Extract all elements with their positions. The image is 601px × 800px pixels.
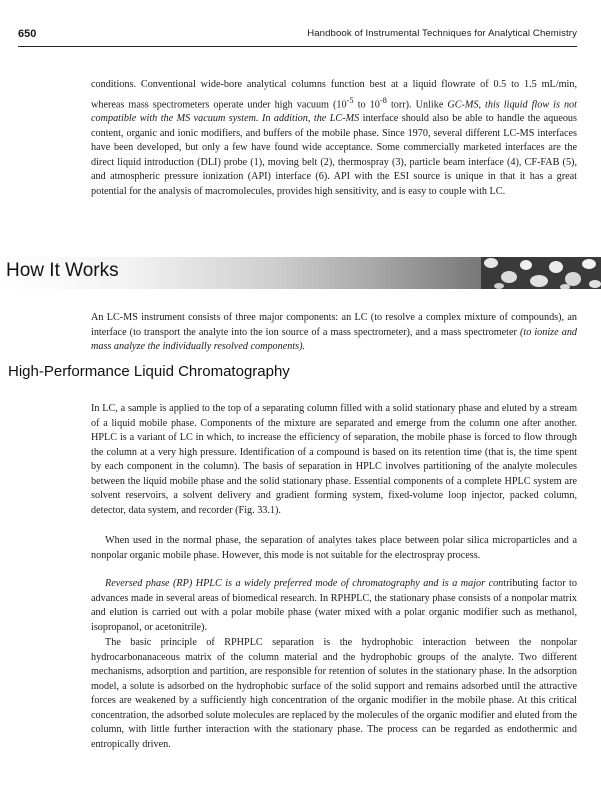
banner-title: How It Works [6,260,119,281]
header-rule [18,46,577,47]
hplc-paragraph-3: Reversed phase (RP) HPLC is a widely preferred mode of chromatography and is a major contributing factor to advances made in several areas of biomedical research. In RPHPLC, the stationary phase consists of a nonpolar matrix and elution is carried out with a polar mobile phase (water mixed with a polar organic modifier such as methanol, isopropanol, or acetonitrile). [91,578,577,633]
section-banner [0,257,601,289]
hplc-paragraph-2: When used in the normal phase, the separation of analytes takes place between polar silica microparticles and a nonpolar organic mobile phase. However, this mode is not suitable for the electrospray process. [91,535,577,561]
banner-pattern-graphic [481,257,601,289]
page-number: 650 [18,28,37,40]
how-it-works-paragraph: An LC-MS instrument consists of three major components: an LC (to resolve a complex mixture of compounds), an interface (to transport the analyte into the ion source of a mass spectrometer), and a mass spectrometer (to ionize and mass analyze the individually resolved components). [91,312,578,352]
running-head: Handbook of Instrumental Techniques for Analytical Chemistry [307,28,577,39]
hplc-paragraph-1: In LC, a sample is applied to the top of a separating column filled with a solid stationary phase and eluted by a stream of a liquid mobile phase. Components of the mixture are separated and emerge from the column one after another. HPLC is a variant of LC in which, to increase the efficiency of separation, the mobile phase is forced to flow through the column at a very high pressure. Identification of a compound is based on its retention time (that is, the time spent by each component in the column). The basis of separation in HPLC involves partitioning of the analyte molecules between the liquid mobile phase and the solid stationary phase. Essential components of a complete HPLC system are solvent reservoirs, a solvent delivery and gradient forming system, fixed-volume loop injector, packed column, detector, data system, and recorder (Fig. 33.1). [91,403,577,516]
intro-paragraph: conditions. Conventional wide-bore analytical columns function best at a liquid flowrate of 0.5 to 1.5 mL/min, whereas mass spectrometers operate under high vacuum ($10^{-5}$ to $10^{-8}$ torr). Unlike GC-MS, this liquid flow is not compatible with the MS vacuum system. In addition, the LC-MS interface should also be able to handle the aqueous content, organic and ionic modifiers, and buffers of the mobile phase. Since 1970, several different LC-MS interfaces have been developed, but only a few have found wide acceptance. Some commercially marketed interfaces are the direct liquid introduction (DLI) probe (1), moving belt (2), thermospray (3), particle beam interface (4), CF-FAB (5), and atmospheric pressure ionization (API) interface (6). API with the ESI source is unique in that it has a great potential for the analysis of macromolecules, provides high sensitivity, and is easy to couple with LC. [91,79,577,197]
section-heading-hplc: High-Performance Liquid Chromatography [8,363,290,380]
page-header [18,28,577,48]
hplc-paragraph-4: The basic principle of RPHPLC separation is the hydrophobic interaction between the nonpolar hydrocarbonanaceous matrix of the column material and the hydrophobic groups of the analyte. Two different mechanisms, adsorption and partition, are responsible for retention of solutes in the stationary phase. In the adsorption model, a solute is adsorbed on the hydrophobic surface of the solid support and remains adsorbed until the attractive forces are weakened by a sufficiently high concentration of the organic modifier in the mobile phase. At this critical concentration, the adsorbed solute molecules are replaced by the molecules of the organic modifier and eluted from the column, with little further interaction with the stationary phase. The process can be regarded as endothermic and entropically driven. [91,637,577,750]
